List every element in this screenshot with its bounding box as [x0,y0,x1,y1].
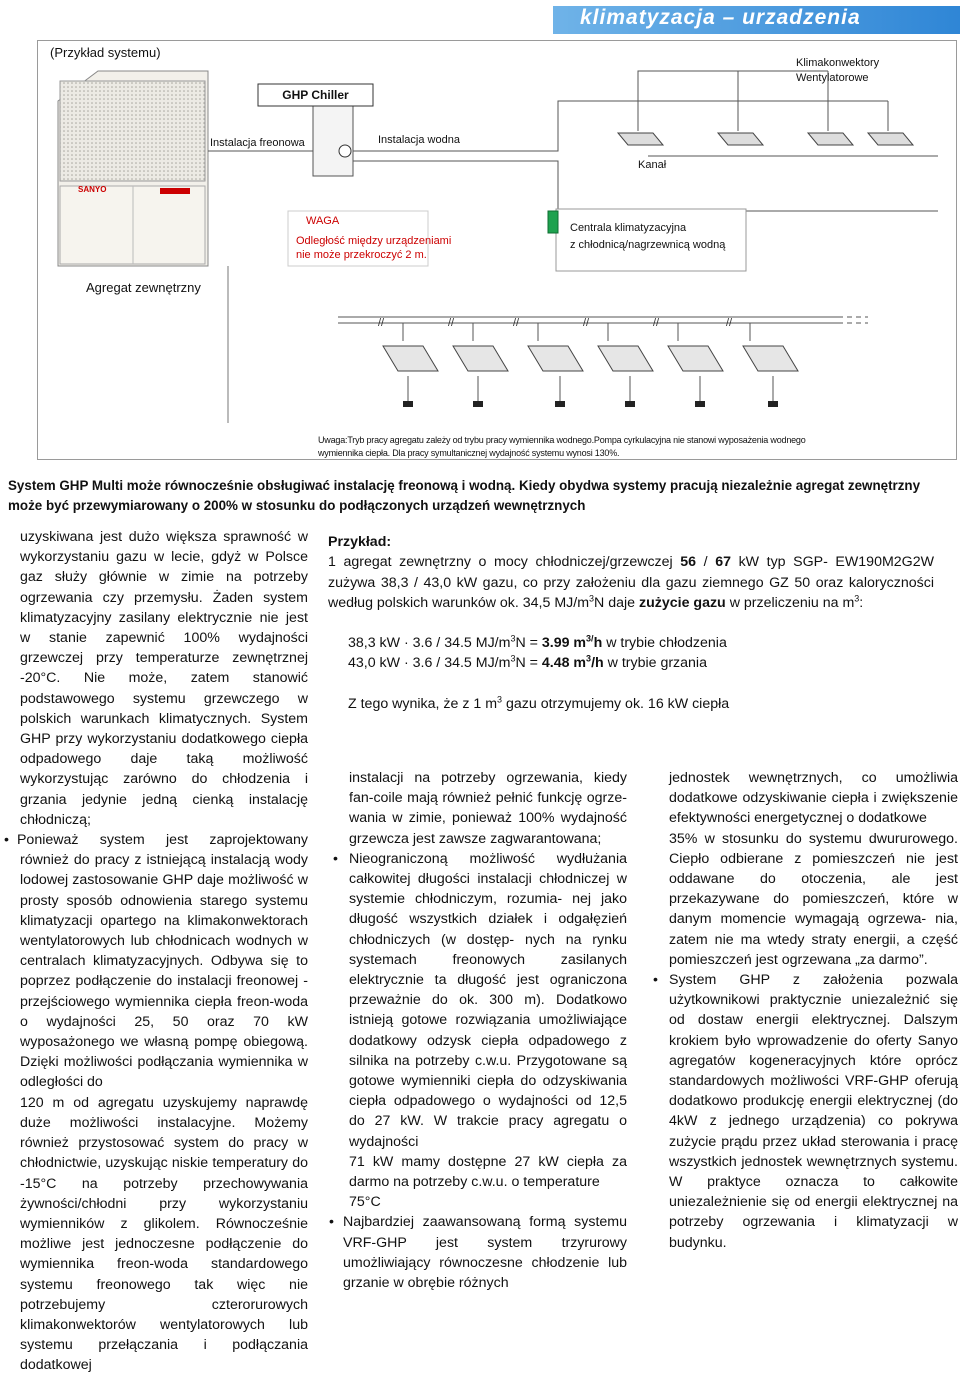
ahu-label-1: Centrala klimatyzacyjna [570,222,687,234]
freon-line-label: Instalacja freonowa [210,137,305,149]
calc-heating [328,653,938,673]
controller-icon [473,401,483,407]
example-text-a: 1 agregat zewnętrzny o mocy chłodniczej/grzewczej [328,554,673,571]
col1-paragraph-3: 120 m od agregatu uzyskujemy naprawdę duże możliwości instalacyjne. Możemy również przystosować system do pracy w chłodnictwie, uzyskując niskie temperatury do -15°C na potrzeby przechowywania żywności/chłodni przy wykorzystaniu wymienników z glikolem. Równocześnie możliwe jest jednoczesne podłączenie do wymiennika freon-woda standardowego systemu freonowego tak więc nie potrzebujemy czterorurowych klimakonwektorów wentylatorowych lub systemu przełączania i podłączania dodatkowej [20,1094,308,1374]
pump-icon [339,145,351,157]
example-text-b: kW typ SGP- EW190M2G2W zużywa 38,3 / 43,0 kW gazu, co przy założeniu dla gazu ziemnego GZ 50 oraz kaloryczności według polskich warunków ok. 34,5 MJ/m [328,554,934,611]
bullet-icon: • [4,832,9,849]
col3-paragraph-2: 35% w stosunku do systemu dwururowego. Ciepło odbierane z pomieszczeń nie jest oddawane do otoczenia, ale jest przekazywane do pomieszczeń, które w danym momencie wymagają ogrzewa- nia, zatem nie ma wtedy straty energii, a część pomieszczeń jest ogrzewana „za darmo”. [669,830,958,968]
calc-result: 3.99 m [541,635,587,652]
controller-icon [403,401,413,407]
col3-paragraph-1: jednostek wewnętrznych, co umożliwia dodatkowe odzyskiwanie ciepła i zwiększenie efektywności energetycznej o dodatkowe [669,770,958,827]
calc-cooling [328,633,938,653]
superscript: 3 [510,653,516,664]
ahu-label-2: z chłodnicą/nagrzewnicą wodną [570,239,726,251]
col2-paragraph-4: 75°C [349,1194,381,1211]
col1-paragraph-2: Ponieważ system jest zaprojektowany również do pracy z istniejącą instalacją wody lodowej zastosowanie GHP daje możliwość w prosty sposób odnowienia starego systemu klimatyzacji opartego na klimakonwektorach wentylatorowych lub chłodnicach wodnych w centralach klimatyzacyjnych. Odbywa się to poprzez podłączenie do instalacji freonowej - przejściowego wymiennika ciepła freon-woda o wydajności 25, 50 oraz 70 kW wyposażonego we własną pompę obiegową. Dzięki możliwości podłączania wymiennika w odległości do [16,832,308,1091]
page-title: klimatyzacja – urzadzenia [580,6,861,29]
ahu-indicator [548,211,558,233]
diagram-note-2: wymiennika ciepła. Dla pracy symultanicznej wydajność systemu wynosi 130%. [318,448,620,458]
col3-bullet-1 [653,970,958,1253]
col2-paragraph-3: 71 kW mamy dostępne 27 kW ciepła za darmo na potrzeby c.w.u. o temperature [349,1153,627,1191]
svg-text://: // [583,317,590,329]
svg-text://: // [726,317,733,329]
cassette-unit [453,346,508,371]
duct-label: Kanał [638,159,667,171]
fancoil-unit [618,133,663,145]
controller-icon [555,401,565,407]
col1-bullet-1 [4,830,308,1093]
calc-unit: /h [591,655,604,672]
calc-mode: w trybie chłodzenia [606,635,727,652]
warning-line-2: nie może przekroczyć 2 m. [296,249,427,261]
col2-bullet-2 [329,1212,627,1293]
conclusion-text-b: gazu otrzymujemy ok. 16 kW ciepła [506,695,730,712]
capacity-separator: / [696,554,716,571]
svg-text://: // [513,317,520,329]
calc-expression: 43,0 kW · 3.6 / 34.5 MJ/m [348,655,511,672]
example-title: Przykład: [328,534,392,550]
col2-bullet-1 [329,849,627,1152]
example-conclusion [328,694,938,714]
intro-paragraph: System GHP Multi może równocześnie obsługiwać instalację freonową i wodną. Kiedy obydwa systemy pracują niezależnie agregat zewnętrzny może być przewymiarowany o 200% w stosunku do podłączonych urządzeń wewnętrznych [8,478,921,513]
superscript: 3/ [586,633,594,644]
column-1 [4,527,308,1376]
svg-text://: // [653,317,660,329]
calc-equals: N = [515,635,542,652]
bullet-icon: • [653,972,658,989]
brand-logo: SANYO [78,185,107,194]
gas-use-term: zużycie gazu [639,594,726,611]
example-text-c: w przeliczeniu na m [729,594,855,611]
col1-paragraph-1: uzyskiwana jest dużo większa sprawność w wykorzystaniu gazu w lecie, gdyż w Polsce gaz służy głównie w zimie na potrzeby ogrzewania czy przemysłu. Żaden system klimatyzacyjny zasilany elektrycznie nie jest w stanie zapewnić 100% wydajności grzewczej przy temperaturze zewnętrznej -20°C. Nie może, zatem stanowić podstawowego systemu grzewczego w polskich warunkach klimatycznych. System GHP przy wykorzystaniu dodatkowego ciepła odpadowego daje taką możliwość wykorzystując zarówno do chłodzenia i grzania jedynie jedną cienką instalację chłodniczą; [20,529,308,828]
fancoil-unit [868,133,913,145]
cassette-unit [743,346,798,371]
cooling-capacity: 56 [680,554,697,571]
outdoor-unit [58,71,208,266]
superscript: 3 [586,653,592,664]
fancoil-unit [718,133,763,145]
fancoil-unit [808,133,853,145]
heating-capacity: 67 [715,554,731,571]
warning-title: WAGA [306,215,340,227]
superscript: 3 [854,593,860,604]
column-2 [329,768,627,1293]
diagram-lines [38,41,958,461]
example-text-c-end: : [859,594,864,611]
cassette-unit [383,346,438,371]
chiller-label: GHP Chiller [282,88,349,102]
col2-paragraph-1: instalacji na potrzeby ogrzewania, kiedy fan-coile mają również pełnić funkcję ogrze- wania w zimie, ponieważ 100% wydajność grzewcza jest zawsze zagwarantowana; [349,770,627,847]
col2-paragraph-2: Nieograniczoną możliwość wydłużania całkowitej długości instalacji chłodniczej w systemie chłodniczym, rozumia- nej jako długość wszystkich działek i odgałęzień chłodniczych (w dostęp- nych na rynku systemach freonowych zasilanych elektrycznie ta długość jest ograniczona przeważnie do ok. 300 m). Dodatkowo istnieją gotowe rozwiązania umożliwiające dodatkowy odzysk ciepła odpadowego z silnika na potrzeby c.w.u. Przygotowane są gotowe wymienniki ciepła do odzyskiwania ciepła odpadowego o wydajności od 12,5 do 27 kW. W trakcie pracy agregatu o wydajności [349,850,627,1150]
cassette-unit [668,346,723,371]
calc-expression: 38,3 kW · 3.6 / 34.5 MJ/m [348,635,511,652]
diagram-note-1: Uwaga:Tryb pracy agregatu zależy od trybu pracy wymiennika wodnego.Pompa cyrkulacyjna nie stanowi wyposażenia wodnego [318,435,806,445]
column-3 [653,768,958,1253]
superscript: 3 [510,633,516,644]
system-diagram [37,40,957,460]
cassette-unit [528,346,583,371]
example-body [328,552,938,613]
cassette-unit [598,346,653,371]
controller-icon [625,401,635,407]
superscript: 3 [589,593,595,604]
example-text-b-end: N daje [594,594,636,611]
fancoil-label-1: Klimakonwektory [796,57,880,69]
svg-text://: // [448,317,455,329]
bullet-icon: • [329,1214,334,1231]
bullet-icon: • [333,850,338,867]
calc-result: 4.48 m [541,655,587,672]
controller-icon [768,401,778,407]
calc-mode: w trybie grzania [607,655,707,672]
water-line-label: Instalacja wodna [378,134,460,146]
example-label: (Przykład systemu) [50,45,161,60]
calc-unit: h [593,635,603,652]
col2-paragraph-5: Najbardziej zaawansowaną formą systemu VRF-GHP jest system trzyrurowy umożliwiający równoczesne chłodzenie lub grzanie w obrębie różnych [343,1214,627,1292]
calc-equals: N = [515,655,542,672]
col3-paragraph-3: System GHP z założenia pozwala użytkownikowi praktycznie uniezależnić się od dostaw energii elektrycznej. Dalszym krokiem było wprowadzenie do oferty Sanyo agregatów kogeneracyjnych które oprócz standardowych możliwości VRF-GHP oferują dodatkowo produkcję energii elektrycznej (do 4kW z jednego urządzenia) co pokrywa zużycie prądu przez układ sterowania i pracę wszystkich jednostek wewnętrznych systemu. W praktyce oznacza to całkowite uniezależnienie się od energii elektrycznej na potrzeby ogrzewania i klimatyzacji w budynku. [669,972,958,1251]
fancoil-label-2: Wentylatorowe [796,72,869,84]
outdoor-unit-label: Agregat zewnętrzny [86,280,201,295]
svg-text://: // [378,317,385,329]
controller-icon [695,401,705,407]
conclusion-text-a: Z tego wynika, że z 1 m [348,695,498,712]
example-box [328,532,938,714]
warning-line-1: Odległość między urządzeniami [296,235,452,247]
superscript: 3 [497,694,503,705]
heat-exchanger [313,106,353,176]
